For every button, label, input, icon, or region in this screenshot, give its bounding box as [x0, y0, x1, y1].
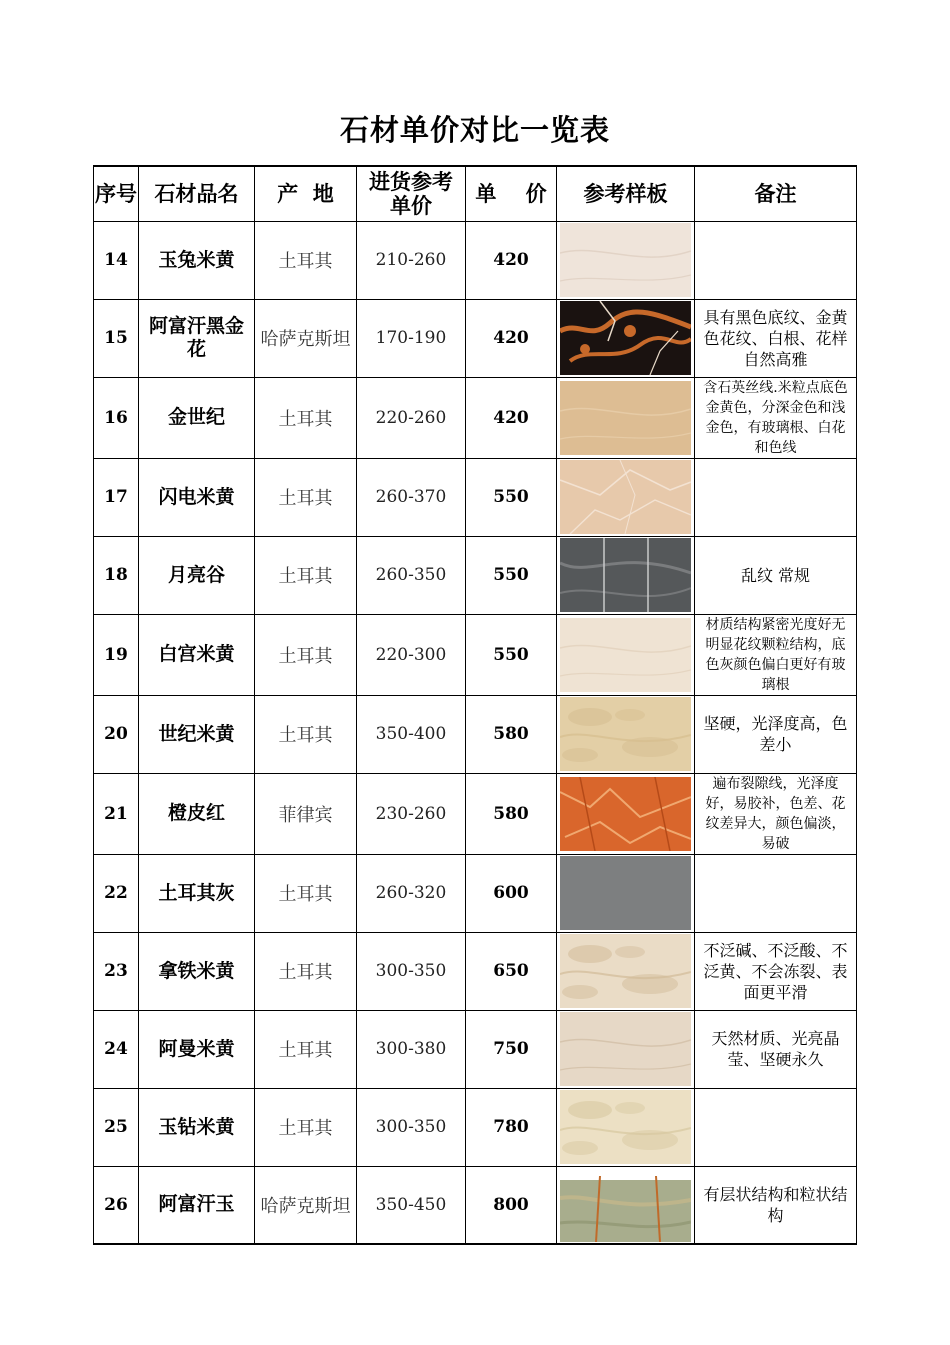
note	[695, 854, 857, 932]
note	[695, 221, 857, 299]
stone-name: 阿富汗黑金花	[139, 299, 255, 377]
unit-price: 580	[466, 695, 557, 773]
marble-swatch	[560, 538, 691, 612]
note: 具有黑色底纹、金黄色花纹、白根、花样自然高雅	[695, 299, 857, 377]
origin: 土耳其	[255, 458, 357, 536]
sample-image	[557, 1088, 695, 1166]
reference-price-range: 220-300	[357, 614, 466, 695]
sample-image	[557, 1166, 695, 1244]
reference-price-range: 230-260	[357, 773, 466, 854]
marble-swatch	[560, 381, 691, 455]
origin: 土耳其	[255, 614, 357, 695]
unit-price: 600	[466, 854, 557, 932]
reference-price-range: 260-320	[357, 854, 466, 932]
unit-price: 420	[466, 377, 557, 458]
sample-image	[557, 614, 695, 695]
row-number: 24	[94, 1010, 139, 1088]
note: 不泛碱、不泛酸、不泛黄、不会冻裂、表面更平滑	[695, 932, 857, 1010]
table-row	[94, 299, 857, 377]
header-origin: 产 地	[255, 166, 357, 221]
table-row	[94, 377, 857, 458]
marble-swatch	[560, 223, 691, 297]
header-ref-price-line1: 进货参考	[369, 168, 453, 194]
unit-price: 650	[466, 932, 557, 1010]
note: 乱纹 常规	[695, 536, 857, 614]
stone-name: 阿曼米黄	[139, 1010, 255, 1088]
marble-swatch	[560, 697, 691, 771]
header-note: 备注	[695, 166, 857, 221]
header-no: 序号	[94, 166, 139, 221]
unit-price: 550	[466, 458, 557, 536]
origin: 哈萨克斯坦	[255, 1166, 357, 1244]
origin: 哈萨克斯坦	[255, 299, 357, 377]
reference-price-range: 260-370	[357, 458, 466, 536]
marble-swatch	[560, 1168, 691, 1242]
table-row	[94, 458, 857, 536]
header-ref-price	[357, 166, 466, 221]
marble-swatch	[560, 856, 691, 930]
origin: 土耳其	[255, 1088, 357, 1166]
unit-price: 780	[466, 1088, 557, 1166]
reference-price-range: 300-350	[357, 1088, 466, 1166]
reference-price-range: 300-350	[357, 932, 466, 1010]
reference-price-range: 300-380	[357, 1010, 466, 1088]
stone-name: 玉钻米黄	[139, 1088, 255, 1166]
note: 遍布裂隙线，光泽度好，易胶补，色差、花纹差异大，颜色偏淡，易破	[695, 773, 857, 854]
unit-price: 550	[466, 536, 557, 614]
row-number: 20	[94, 695, 139, 773]
origin: 土耳其	[255, 536, 357, 614]
reference-price-range: 170-190	[357, 299, 466, 377]
marble-swatch	[560, 618, 691, 692]
note: 坚硬，光泽度高，色差小	[695, 695, 857, 773]
marble-swatch	[560, 301, 691, 375]
reference-price-range: 220-260	[357, 377, 466, 458]
reference-price-range: 350-400	[357, 695, 466, 773]
row-number: 23	[94, 932, 139, 1010]
stone-name: 闪电米黄	[139, 458, 255, 536]
sample-image	[557, 536, 695, 614]
table-row	[94, 614, 857, 695]
note: 含石英丝线.米粒点底色金黄色，分深金色和浅金色，有玻璃根、白花和色线	[695, 377, 857, 458]
origin: 土耳其	[255, 221, 357, 299]
stone-name: 世纪米黄	[139, 695, 255, 773]
stone-name: 金世纪	[139, 377, 255, 458]
table-row	[94, 1088, 857, 1166]
table-row	[94, 695, 857, 773]
sample-image	[557, 377, 695, 458]
table-row	[94, 932, 857, 1010]
note	[695, 1088, 857, 1166]
sample-image	[557, 1010, 695, 1088]
header-row	[94, 166, 857, 221]
sample-image	[557, 854, 695, 932]
header-name: 石材品名	[139, 166, 255, 221]
note: 天然材质、光亮晶莹、坚硬永久	[695, 1010, 857, 1088]
stone-name: 玉兔米黄	[139, 221, 255, 299]
marble-swatch	[560, 777, 691, 851]
sample-image	[557, 299, 695, 377]
row-number: 25	[94, 1088, 139, 1166]
row-number: 26	[94, 1166, 139, 1244]
row-number: 15	[94, 299, 139, 377]
stone-name: 橙皮红	[139, 773, 255, 854]
origin: 土耳其	[255, 932, 357, 1010]
sample-image	[557, 221, 695, 299]
stone-name: 土耳其灰	[139, 854, 255, 932]
reference-price-range: 210-260	[357, 221, 466, 299]
table-row	[94, 773, 857, 854]
origin: 菲律宾	[255, 773, 357, 854]
origin: 土耳其	[255, 854, 357, 932]
row-number: 18	[94, 536, 139, 614]
origin: 土耳其	[255, 695, 357, 773]
header-sample: 参考样板	[557, 166, 695, 221]
row-number: 21	[94, 773, 139, 854]
note: 材质结构紧密光度好无明显花纹颗粒结构，底色灰颜色偏白更好有玻璃根	[695, 614, 857, 695]
sample-image	[557, 773, 695, 854]
row-number: 22	[94, 854, 139, 932]
table-row	[94, 221, 857, 299]
unit-price: 750	[466, 1010, 557, 1088]
row-number: 19	[94, 614, 139, 695]
origin: 土耳其	[255, 1010, 357, 1088]
stone-name: 月亮谷	[139, 536, 255, 614]
unit-price: 550	[466, 614, 557, 695]
unit-price: 420	[466, 221, 557, 299]
unit-price: 580	[466, 773, 557, 854]
table-row	[94, 1010, 857, 1088]
reference-price-range: 350-450	[357, 1166, 466, 1244]
page-title: 石材单价对比一览表	[339, 113, 610, 147]
marble-swatch	[560, 1012, 691, 1086]
table-row	[94, 536, 857, 614]
table-row	[94, 1166, 857, 1244]
table-row	[94, 854, 857, 932]
header-unit-price: 单 价	[466, 166, 557, 221]
sample-image	[557, 932, 695, 1010]
stone-name: 白宫米黄	[139, 614, 255, 695]
row-number: 14	[94, 221, 139, 299]
note	[695, 458, 857, 536]
marble-swatch	[560, 934, 691, 1008]
origin: 土耳其	[255, 377, 357, 458]
row-number: 16	[94, 377, 139, 458]
sample-image	[557, 458, 695, 536]
marble-swatch	[560, 1090, 691, 1164]
row-number: 17	[94, 458, 139, 536]
stone-price-table	[93, 165, 857, 1245]
stone-name: 拿铁米黄	[139, 932, 255, 1010]
header-ref-price-line2: 单价	[390, 192, 432, 218]
unit-price: 420	[466, 299, 557, 377]
note: 有层状结构和粒状结构	[695, 1166, 857, 1244]
reference-price-range: 260-350	[357, 536, 466, 614]
sample-image	[557, 695, 695, 773]
unit-price: 800	[466, 1166, 557, 1244]
stone-name: 阿富汗玉	[139, 1166, 255, 1244]
marble-swatch	[560, 460, 691, 534]
